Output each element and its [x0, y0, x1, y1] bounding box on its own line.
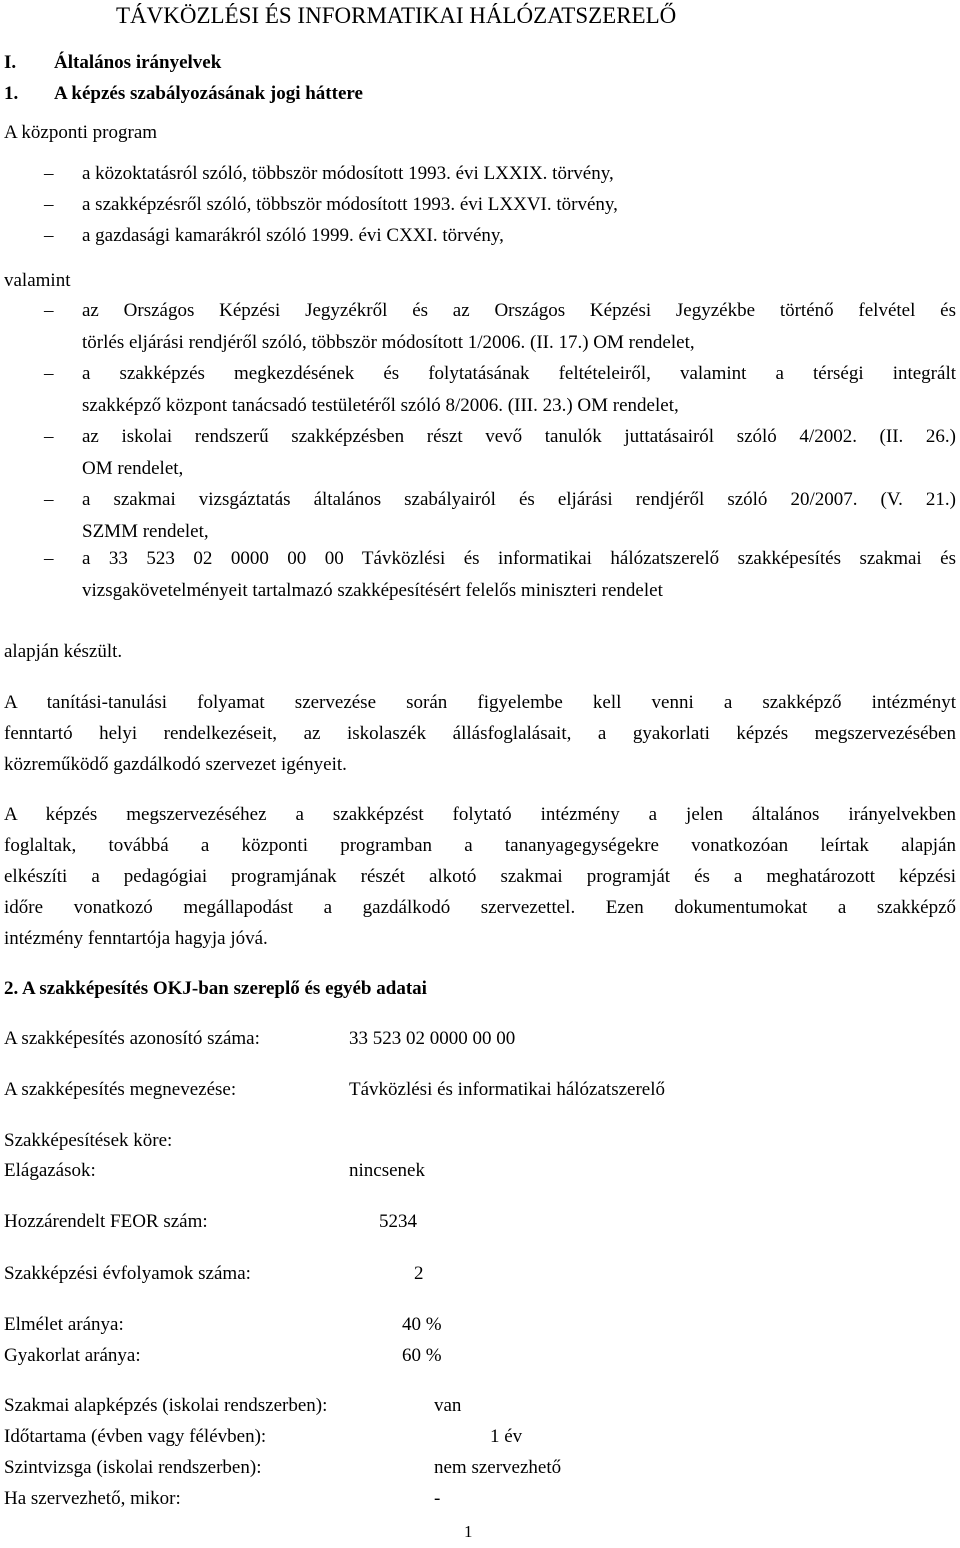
field-value: Távközlési és informatikai hálózatszerelő	[349, 1079, 666, 1100]
subsection-heading: A képzés szabályozásának jogi háttere	[54, 83, 363, 104]
subsection-heading: 2. A szakképesítés OKJ-ban szereplő és egyéb adatai	[4, 978, 427, 999]
field-value: nem szervezhető	[434, 1457, 562, 1478]
field-label: Szakképzési évfolyamok száma:	[4, 1263, 251, 1284]
field-label: Szakmai alapképzés (iskolai rendszerben):	[4, 1395, 328, 1416]
paragraph-line: foglaltak, továbbá a központi programban a tananyagegységekre vonatkozóan leírtak alapján	[4, 835, 956, 856]
field-value: van	[434, 1395, 462, 1416]
dash-bullet: –	[44, 548, 54, 569]
list-item	[44, 548, 956, 608]
list-item	[44, 300, 956, 360]
section-heading: Általános irányelvek	[54, 52, 222, 73]
valamint-text: valamint	[4, 270, 71, 291]
list-item-line: a 33 523 02 0000 00 00 Távközlési és informatikai hálózatszerelő szakképesítés szakmai és	[82, 548, 956, 569]
list-item-text: a szakképzésről szóló, többször módosított 1993. évi LXXVI. törvény,	[82, 194, 618, 215]
field-label: Szintvizsga (iskolai rendszerben):	[4, 1457, 262, 1478]
alapjan-text: alapján készült.	[4, 641, 123, 662]
field-label: A szakképesítés megnevezése:	[4, 1079, 237, 1100]
dash-bullet: –	[44, 194, 54, 215]
document-title: TÁVKÖZLÉSI ÉS INFORMATIKAI HÁLÓZATSZERELŐ	[116, 3, 677, 28]
list-item-line: vizsgakövetelményeit tartalmazó szakképesítésért felelős miniszteri rendelet	[82, 580, 663, 601]
list-item-line: SZMM rendelet,	[82, 521, 209, 542]
field-value: 60 %	[402, 1345, 442, 1366]
intro-text: A központi program	[4, 122, 158, 143]
dash-bullet: –	[44, 300, 54, 321]
paragraph-line: intézmény fenntartója hagyja jóvá.	[4, 928, 268, 949]
paragraph-line: elkészíti a pedagógiai programjának részét alkotó szakmai programját és a meghatározott képzési	[4, 866, 956, 887]
field-value: 40 %	[402, 1314, 442, 1335]
field-value: 2	[414, 1263, 424, 1284]
list-item	[44, 225, 956, 249]
field-label: A szakképesítés azonosító száma:	[4, 1028, 260, 1049]
field-label: Szakképesítések köre:	[4, 1130, 173, 1151]
paragraph-line: közreműködő gazdálkodó szervezet igényeit.	[4, 754, 347, 775]
dash-bullet: –	[44, 363, 54, 384]
field-value: -	[434, 1488, 441, 1509]
field-label: Elmélet aránya:	[4, 1314, 124, 1335]
list-item	[44, 426, 956, 486]
list-item-line: a szakképzés megkezdésének és folytatásának feltételeiről, valamint a térségi integrált	[82, 363, 956, 384]
list-item	[44, 163, 956, 187]
list-item	[44, 194, 956, 218]
list-item-line: törlés eljárási rendjéről szóló, többször módosított 1/2006. (II. 17.) OM rendelet,	[82, 332, 695, 353]
paragraph-line: A tanítási-tanulási folyamat szervezése során figyelembe kell venni a szakképző intézményt	[4, 692, 956, 713]
paragraph-line: A képzés megszervezéséhez a szakképzést folytató intézmény a jelen általános irányelvekben	[4, 804, 956, 825]
list-item-line: szakképző központ tanácsadó testületéről szóló 8/2006. (III. 23.) OM rendelet,	[82, 395, 679, 416]
field-value: 5234	[379, 1211, 417, 1232]
dash-bullet: –	[44, 426, 54, 447]
list-item-line: az Országos Képzési Jegyzékről és az Országos Képzési Jegyzékbe történő felvétel és	[82, 300, 956, 321]
list-item-text: a közoktatásról szóló, többször módosított 1993. évi LXXIX. törvény,	[82, 163, 614, 184]
dash-bullet: –	[44, 225, 54, 246]
list-item	[44, 363, 956, 423]
page-number: 1	[464, 1522, 473, 1541]
section-number: I.	[4, 52, 17, 73]
field-label: Gyakorlat aránya:	[4, 1345, 141, 1366]
paragraph-line: időre vonatkozó megállapodást a gazdálkodó szervezettel. Ezen dokumentumokat a szakképző	[4, 897, 956, 918]
list-item	[44, 489, 956, 549]
field-value: nincsenek	[349, 1160, 425, 1181]
field-value: 33 523 02 0000 00 00	[349, 1028, 516, 1049]
field-label: Hozzárendelt FEOR szám:	[4, 1211, 208, 1232]
list-item-text: a gazdasági kamarákról szóló 1999. évi CXXI. törvény,	[82, 225, 504, 246]
field-label: Időtartama (évben vagy félévben):	[4, 1426, 267, 1447]
field-value: 1 év	[490, 1426, 523, 1447]
list-item-line: a szakmai vizsgáztatás általános szabályairól és eljárási rendjéről szóló 20/2007. (V. 21.)	[82, 489, 956, 510]
list-item-line: OM rendelet,	[82, 458, 184, 479]
subsection-number: 1.	[4, 83, 19, 104]
paragraph-line: fenntartó helyi rendelkezéseit, az iskolaszék állásfoglalásait, a gyakorlati képzés megszervezésében	[4, 723, 956, 744]
dash-bullet: –	[44, 163, 54, 184]
dash-bullet: –	[44, 489, 54, 510]
field-label: Ha szervezhető, mikor:	[4, 1488, 181, 1509]
list-item-line: az iskolai rendszerű szakképzésben részt vevő tanulók juttatásairól szóló 4/2002. (II. 26.)	[82, 426, 956, 447]
field-label: Elágazások:	[4, 1160, 96, 1181]
